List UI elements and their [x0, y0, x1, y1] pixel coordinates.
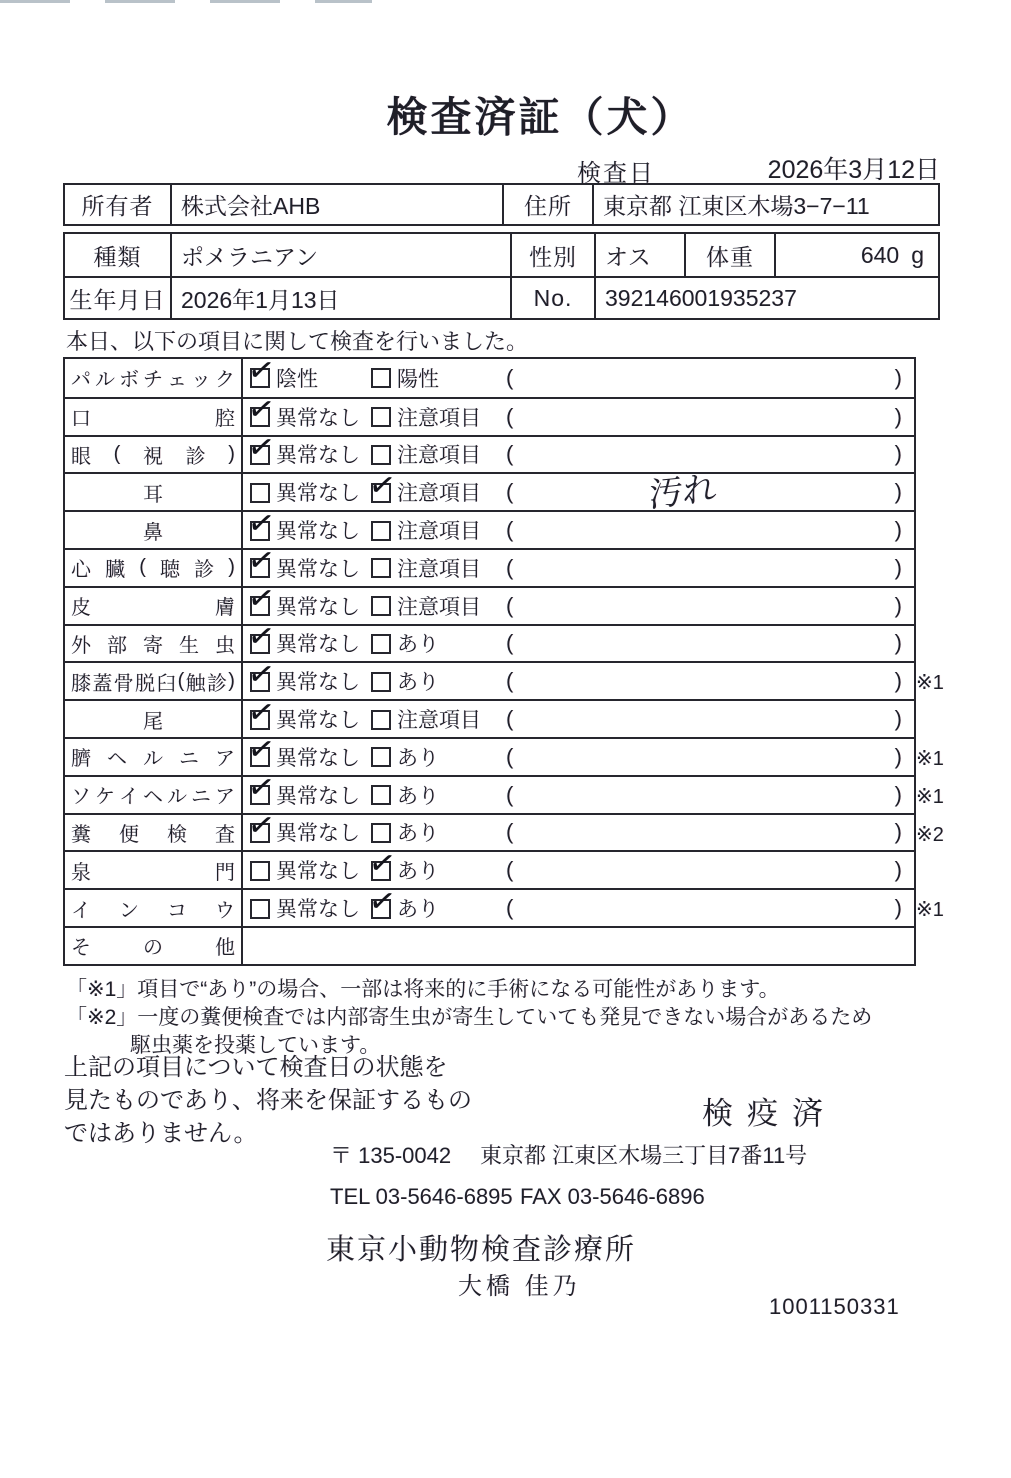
option1	[250, 666, 360, 696]
exam-item-label: 眼 ( 視 診 )	[65, 437, 243, 473]
option1	[250, 402, 360, 432]
weight-unit: g	[911, 241, 924, 268]
exam-row	[65, 888, 944, 926]
paren-close: )	[894, 554, 902, 580]
weight-label: 体重	[684, 234, 774, 276]
paren-close: )	[894, 819, 902, 845]
option2-checkbox[interactable]	[371, 899, 391, 919]
exam-item-label: 膝 蓋 骨 脱 臼 ( 触 診 )	[65, 663, 243, 699]
exam-row	[65, 510, 914, 548]
option2-label: あり	[397, 633, 439, 657]
pet-info-row-2	[65, 276, 938, 318]
option1-checkbox[interactable]	[250, 672, 270, 692]
option2-label: 注意項目	[397, 444, 481, 468]
option2-label: 注意項目	[397, 406, 481, 430]
paren-open: (	[506, 592, 514, 618]
paren-open: (	[506, 630, 514, 656]
exam-row-options	[243, 588, 914, 624]
exam-row	[65, 775, 944, 813]
option1-checkbox[interactable]	[250, 445, 270, 465]
exam-item-label: 糞 便 検 査	[65, 815, 243, 851]
number-value: 392146001935237	[594, 278, 938, 318]
option1	[250, 893, 360, 923]
option2-checkbox[interactable]	[371, 558, 391, 578]
option1	[250, 439, 360, 469]
disclaimer-line-2: 見たものであり、将来を保証するもの	[64, 1087, 472, 1114]
paren-close: )	[894, 517, 902, 543]
option2-checkbox[interactable]	[371, 823, 391, 843]
option1-label: 異常なし	[276, 860, 360, 884]
option1-label: 異常なし	[276, 595, 360, 619]
option2	[371, 477, 481, 507]
paren-open: (	[506, 706, 514, 732]
clinic-name: 東京小動物検査診療所	[326, 1234, 637, 1266]
option1	[250, 553, 360, 583]
option1-label: 異常なし	[276, 746, 360, 770]
exam-row-options	[243, 739, 914, 775]
option1-label: 異常なし	[276, 784, 360, 808]
option2-label: 注意項目	[397, 595, 481, 619]
disclaimer	[64, 1051, 472, 1150]
option2-label: あり	[397, 746, 439, 770]
option2-checkbox[interactable]	[371, 672, 391, 692]
exam-item-label: 泉 門	[65, 852, 243, 888]
option1-checkbox[interactable]	[250, 710, 270, 730]
option1	[250, 704, 360, 734]
page-title: 検査済証（犬）	[386, 94, 695, 140]
weight-value: 640	[860, 241, 900, 268]
option2-checkbox[interactable]	[371, 747, 391, 767]
option1-checkbox[interactable]	[250, 596, 270, 616]
birthdate-label: 生年月日	[69, 286, 166, 313]
exam-row	[65, 926, 914, 964]
exam-row	[65, 397, 914, 435]
option1-label: 異常なし	[276, 709, 360, 733]
option2-label: 注意項目	[397, 709, 481, 733]
option2	[371, 666, 439, 696]
option2-checkbox[interactable]	[371, 785, 391, 805]
option2-checkbox[interactable]	[371, 634, 391, 654]
option2	[371, 402, 481, 432]
option2	[371, 742, 439, 772]
veterinarian-name: 大橋 佳乃	[458, 1273, 581, 1300]
option2-checkbox[interactable]	[371, 407, 391, 427]
option2-checkbox[interactable]	[371, 483, 391, 503]
exam-item-label: そ の 他	[65, 928, 243, 964]
pet-info-table	[63, 232, 940, 320]
option1	[250, 477, 360, 507]
paren-close: )	[894, 592, 902, 618]
exam-row	[65, 661, 944, 699]
option2-label: あり	[397, 822, 439, 846]
exam-row	[65, 468, 914, 517]
paren-open: (	[506, 554, 514, 580]
option1-label: 異常なし	[276, 520, 360, 544]
sex-value: オス	[594, 234, 684, 276]
option1	[250, 515, 360, 545]
owner-label: 所有者	[81, 193, 154, 219]
option1-checkbox[interactable]	[250, 368, 270, 388]
breed-value: ポメラニアン	[170, 234, 510, 276]
option1-label: 異常なし	[276, 898, 360, 922]
exam-row-options	[243, 663, 914, 699]
paren-close: )	[894, 857, 902, 883]
option2	[371, 780, 439, 810]
exam-row-options	[243, 550, 914, 586]
option2	[371, 553, 481, 583]
paren-close: )	[894, 630, 902, 656]
option1-checkbox[interactable]	[250, 861, 270, 881]
footnote-mark: ※1	[916, 747, 944, 770]
exam-item-label: 心 臓 ( 聴 診 )	[65, 550, 243, 586]
exam-item-label: 尾	[65, 701, 243, 737]
exam-row-options	[243, 512, 914, 548]
exam-item-label: イ ン コ ウ	[65, 890, 243, 926]
option2	[371, 855, 439, 885]
option2-checkbox[interactable]	[371, 521, 391, 541]
exam-row	[65, 586, 914, 624]
option2-label: あり	[397, 671, 439, 695]
exam-row-options	[243, 777, 914, 813]
option1-checkbox[interactable]	[250, 899, 270, 919]
paren-open: (	[506, 668, 514, 694]
disclaimer-line-1: 上記の項目について検査日の状態を	[64, 1054, 448, 1081]
paren-close: )	[894, 479, 902, 505]
handwritten-note: 汚れ	[648, 468, 718, 517]
owner-table	[63, 183, 940, 226]
option1-checkbox[interactable]	[250, 747, 270, 767]
pet-info-row-1	[65, 234, 938, 276]
option2-label: 陽性	[397, 367, 439, 391]
exam-date-value: 2026年3月12日	[767, 156, 940, 184]
paren-open: (	[506, 857, 514, 883]
option1-label: 異常なし	[276, 557, 360, 581]
paren-close: )	[894, 441, 902, 467]
sex-label: 性別	[510, 234, 594, 276]
option2-label: 注意項目	[397, 557, 481, 581]
option1	[250, 817, 360, 847]
paren-close: )	[894, 668, 902, 694]
option2-checkbox[interactable]	[371, 710, 391, 730]
paren-close: )	[894, 743, 902, 769]
exam-row	[65, 624, 914, 662]
option1	[250, 742, 360, 772]
option1-checkbox[interactable]	[250, 823, 270, 843]
exam-row-options	[243, 468, 914, 517]
exam-row	[65, 737, 944, 775]
option2-label: あり	[397, 860, 439, 884]
paren-close: )	[894, 403, 902, 429]
footnote-mark: ※1	[916, 785, 944, 808]
clinic-address: 東京都 江東区木場三丁目7番11号	[480, 1143, 808, 1168]
footnote-mark: ※2	[916, 823, 944, 846]
option2	[371, 515, 481, 545]
address-label: 住所	[502, 185, 592, 224]
option1-checkbox[interactable]	[250, 483, 270, 503]
footnote-mark: ※1	[916, 899, 944, 922]
birthdate-value: 2026年1月13日	[170, 278, 510, 318]
breed-label: 種類	[93, 243, 142, 270]
option2-label: 注意項目	[397, 520, 481, 544]
option1-checkbox[interactable]	[250, 634, 270, 654]
option1	[250, 780, 360, 810]
paren-close: )	[894, 706, 902, 732]
footnote-2-cont: 駆虫薬を投薬しています。	[130, 1034, 381, 1057]
option1-checkbox[interactable]	[250, 407, 270, 427]
exam-item-label: ソ ケ イ ヘ ル ニ ア	[65, 777, 243, 813]
paren-open: (	[506, 403, 514, 429]
exam-row-options	[243, 626, 914, 662]
paren-open: (	[506, 819, 514, 845]
option1-label: 異常なし	[276, 406, 360, 430]
option2-label: あり	[397, 784, 439, 808]
exam-item-label: 口 腔	[65, 399, 243, 435]
option1-label: 異常なし	[276, 633, 360, 657]
option2	[371, 439, 481, 469]
option2-label: あり	[397, 898, 439, 922]
option2	[371, 363, 439, 393]
option2-label: 注意項目	[397, 482, 481, 506]
exam-row-options	[243, 701, 914, 737]
exam-row	[65, 850, 914, 888]
paren-close: )	[894, 364, 902, 390]
exam-row-options	[243, 815, 914, 851]
option2-checkbox[interactable]	[371, 596, 391, 616]
exam-item-label: 耳	[65, 474, 243, 510]
fax-number: FAX 03-5646-6896	[520, 1184, 705, 1209]
option2-checkbox[interactable]	[371, 445, 391, 465]
disclaimer-line-3: ではありません。	[64, 1120, 258, 1147]
exam-item-label: 皮 膚	[65, 588, 243, 624]
paren-open: (	[506, 517, 514, 543]
option2	[371, 817, 439, 847]
option1	[250, 628, 360, 658]
option1	[250, 855, 360, 885]
option2	[371, 704, 481, 734]
number-label: No.	[510, 278, 594, 318]
footnote-2: 「※2」一度の糞便検査では内部寄生虫が寄生していても発見できない場合があるため	[66, 1006, 873, 1029]
paren-close: )	[894, 781, 902, 807]
option1	[250, 591, 360, 621]
footnote-mark: ※1	[916, 672, 944, 695]
exam-row	[65, 548, 914, 586]
option2-checkbox[interactable]	[371, 861, 391, 881]
footnote-1: 「※1」項目で“あり”の場合、一部は将来的に手術になる可能性があります。	[66, 978, 780, 1001]
option1	[250, 363, 318, 393]
owner-value: 株式会社AHB	[170, 185, 502, 224]
postal-code: 〒 135-0042	[330, 1143, 452, 1168]
paren-open: (	[506, 441, 514, 467]
intro-text: 本日、以下の項目に関して検査を行いました。	[66, 329, 529, 354]
exam-row-options	[243, 890, 914, 926]
exam-item-label: パ ル ボ チ ェ ッ ク	[65, 359, 243, 397]
exam-date-label: 検査日	[577, 160, 655, 187]
paren-open: (	[506, 743, 514, 769]
option2	[371, 628, 439, 658]
exam-row-options	[243, 928, 914, 964]
weight-value-cell	[774, 234, 938, 276]
paren-open: (	[506, 479, 514, 505]
option1-label: 異常なし	[276, 444, 360, 468]
exam-item-label: 鼻	[65, 512, 243, 548]
option1-label: 異常なし	[276, 482, 360, 506]
option1-label: 陰性	[276, 367, 318, 391]
exam-table	[63, 357, 944, 966]
exam-row	[65, 699, 914, 737]
exam-row	[65, 359, 914, 397]
paren-open: (	[506, 364, 514, 390]
exam-row	[65, 813, 944, 851]
exam-row-options	[243, 359, 914, 397]
option1-label: 異常なし	[276, 671, 360, 695]
option2	[371, 893, 439, 923]
option1-checkbox[interactable]	[250, 558, 270, 578]
exam-row-options	[243, 399, 914, 435]
option1-checkbox[interactable]	[250, 521, 270, 541]
tel-number: TEL 03-5646-6895	[330, 1184, 513, 1209]
serial-number: 1001150331	[769, 1294, 900, 1319]
exam-row-options	[243, 852, 914, 888]
quarantine-stamp: 検疫済	[702, 1096, 837, 1131]
paren-open: (	[506, 895, 514, 921]
paren-open: (	[506, 781, 514, 807]
paren-close: )	[894, 895, 902, 921]
handwritten-note	[514, 331, 852, 367]
exam-item-label: 臍 ヘ ル ニ ア	[65, 739, 243, 775]
option2	[371, 591, 481, 621]
option1-checkbox[interactable]	[250, 785, 270, 805]
address-value: 東京都 江東区木場3−7−11	[592, 185, 938, 224]
scan-artifact	[0, 0, 372, 3]
option1-label: 異常なし	[276, 822, 360, 846]
exam-item-label: 外 部 寄 生 虫	[65, 626, 243, 662]
option2-checkbox[interactable]	[371, 368, 391, 388]
